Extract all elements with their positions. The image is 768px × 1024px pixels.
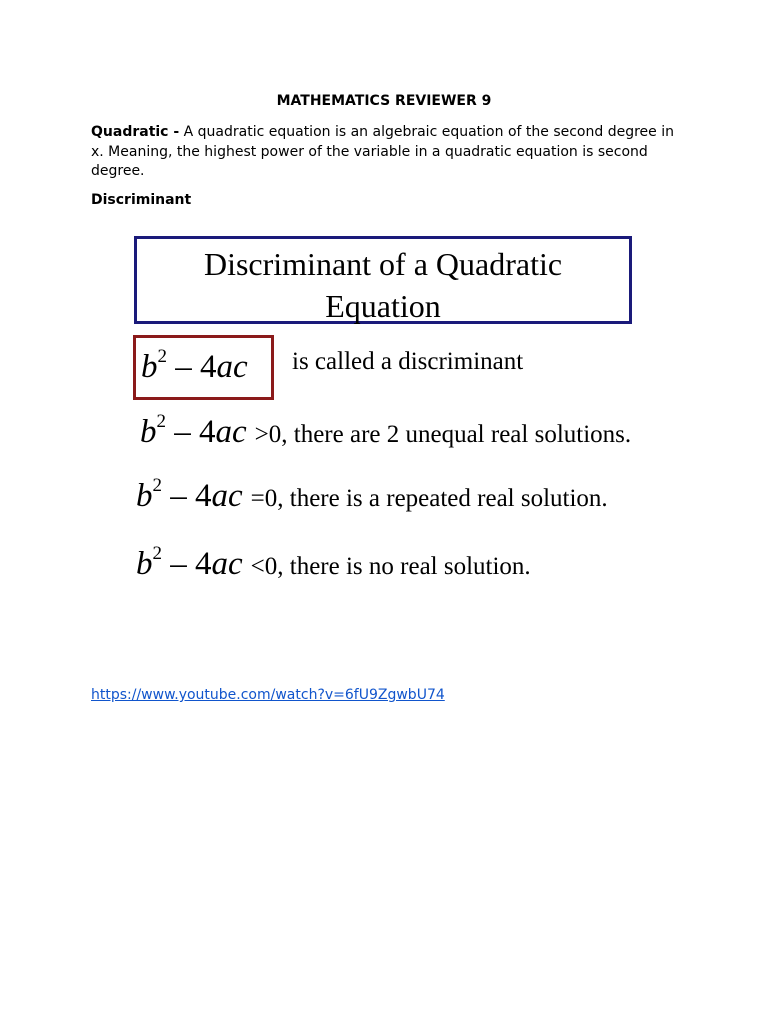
condition-row-negative [136, 543, 531, 583]
intro-paragraph [91, 123, 681, 182]
section-heading-discriminant: Discriminant [91, 192, 192, 208]
discriminant-definition-text: is called a discriminant [292, 348, 524, 375]
condition-text: <0, there is no real solution. [250, 553, 531, 580]
condition-row-zero [136, 475, 608, 515]
condition-expression: $b^2 - 4ac$ [140, 411, 247, 450]
youtube-link[interactable]: https://www.youtube.com/watch?v=6fU9ZgwbU74 [91, 687, 445, 703]
condition-text: >0, there are 2 unequal real solutions. [254, 421, 632, 448]
condition-expression: $b^2 - 4ac$ [136, 543, 243, 582]
intro-definition: A quadratic equation is an algebraic equation of the second degree in x. Meaning, the highest power of the variable in a quadratic equation is second degree. [91, 124, 674, 179]
figure-title-line1: Discriminant of a Quadratic [203, 246, 563, 282]
discriminant-figure [128, 228, 688, 598]
intro-term: Quadratic - [91, 124, 180, 140]
condition-text: =0, there is a repeated real solution. [250, 485, 608, 512]
discriminant-expression: $b^2 - 4ac$ [141, 346, 248, 385]
condition-expression: $b^2 - 4ac$ [136, 475, 243, 514]
figure-title-box [134, 236, 632, 324]
figure-title-line2: Equation [325, 288, 441, 324]
expression-box [133, 335, 274, 400]
condition-row-positive [140, 411, 632, 451]
page-title: MATHEMATICS REVIEWER 9 [276, 93, 492, 109]
